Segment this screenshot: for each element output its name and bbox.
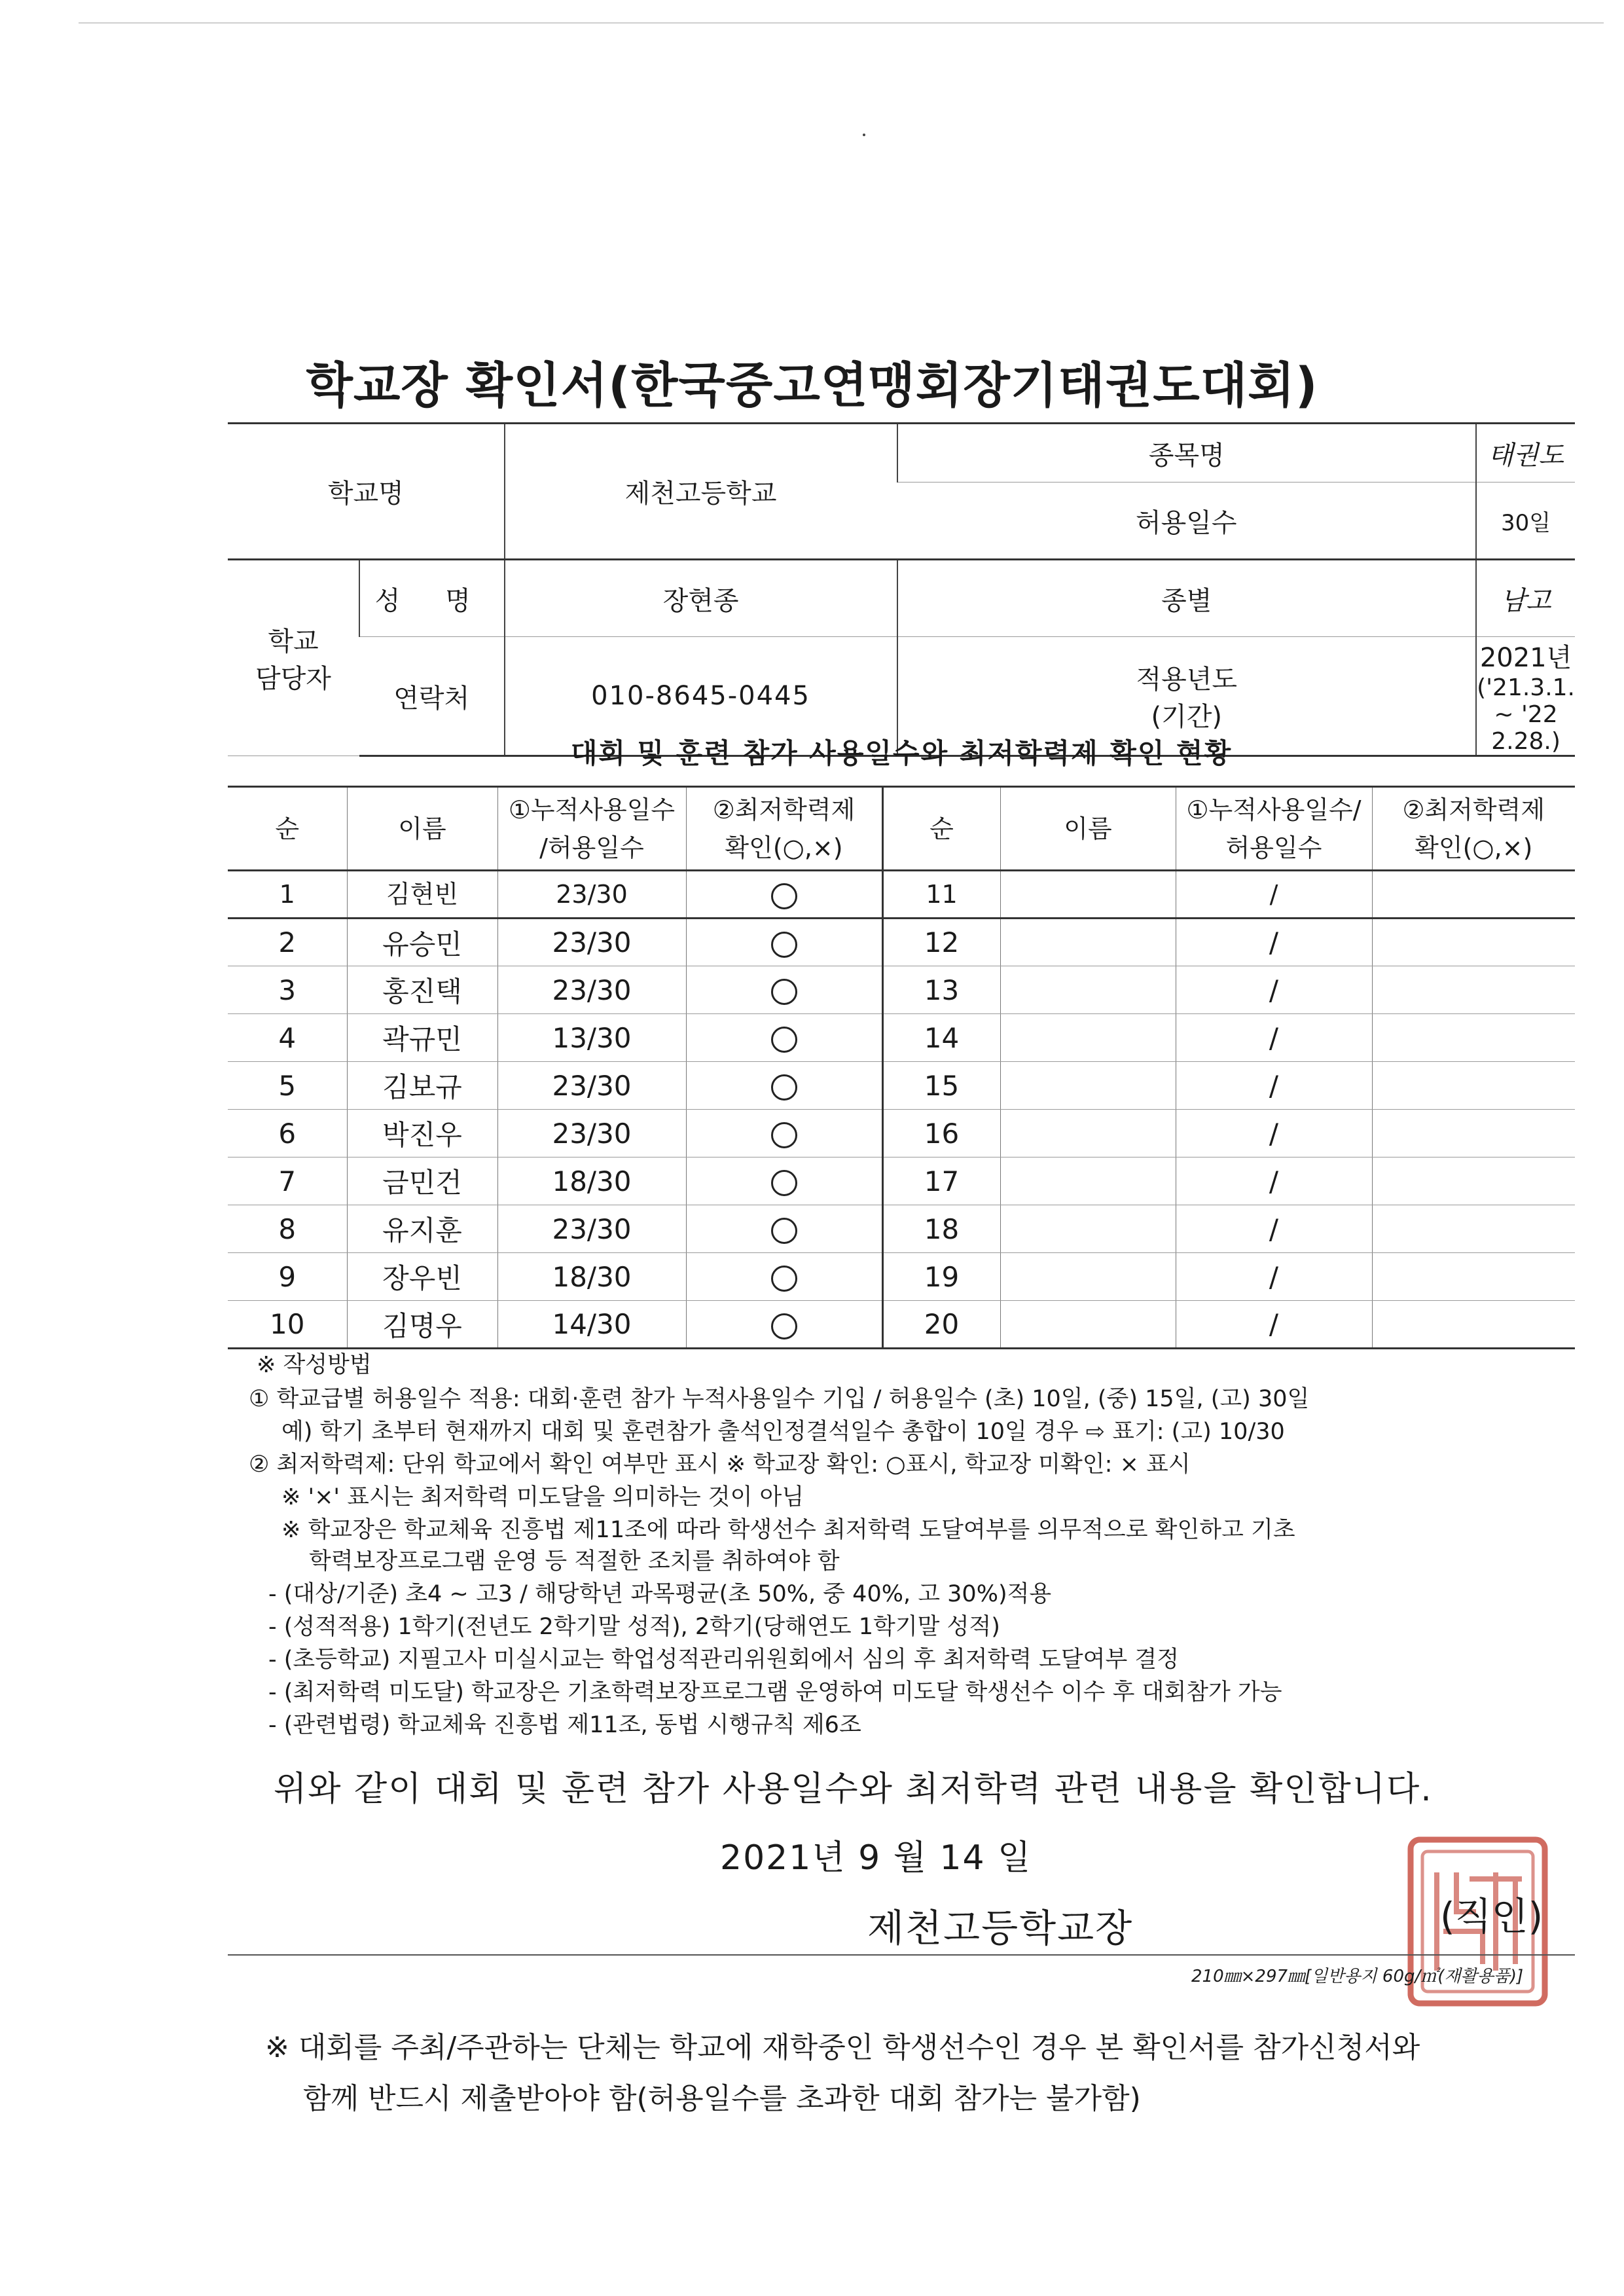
principal-signature: 제천고등학교장	[867, 1906, 1134, 1950]
top-rule	[79, 22, 1604, 24]
year-value-line1: 2021년	[1479, 643, 1572, 673]
row-no-right: 19	[882, 1253, 1000, 1301]
note-line: ※ 학교장은 학교체육 진흥법 제11조에 따라 학생선수 최저학력 도달여부를 의무적으로 확인하고 기초	[281, 1517, 1295, 1543]
table-row	[228, 919, 1575, 966]
row-days-right: /	[1176, 919, 1372, 966]
manager-label	[228, 560, 359, 756]
row-name-right	[1000, 1301, 1176, 1349]
table-title: 대회 및 훈련 참가 사용일수와 최저학력제 확인 현황	[570, 737, 1233, 769]
allowed-days-label: 허용일수	[897, 483, 1477, 560]
confirmation-statement: 위와 같이 대회 및 훈련 참가 사용일수와 최저학력 관련 내용을 확인합니다.	[274, 1770, 1433, 1809]
category-label: 종별	[897, 560, 1477, 637]
note-line: - (관련법령) 학교체육 진흥법 제11조, 동법 시행규칙 제6조	[268, 1712, 861, 1738]
row-academic-mark	[686, 1253, 882, 1301]
row-name: 유지훈	[347, 1205, 497, 1253]
manager-label-line2: 담당자	[255, 664, 331, 694]
seal-label: (직인)	[1440, 1894, 1543, 1939]
col-academic-header-line2: 확인(○,×)	[725, 833, 843, 862]
row-no: 4	[228, 1014, 347, 1062]
school-value: 제천고등학교	[505, 424, 897, 560]
row-days: 23/30	[497, 966, 686, 1014]
col-academic-header	[686, 787, 882, 871]
row-academic-mark-right	[1372, 919, 1575, 966]
table-body	[228, 871, 1575, 1349]
note-line: ② 최저학력제: 단위 학교에서 확인 여부만 표시 ※ 학교장 확인: ○표시, 학교장 미확인: × 표시	[249, 1451, 1191, 1478]
row-name-right	[1000, 1205, 1176, 1253]
col-days-header-right-line1: ①누적사용일수/	[1186, 795, 1362, 824]
row-days: 23/30	[497, 1110, 686, 1157]
scan-dot	[863, 134, 865, 136]
row-academic-mark-right	[1372, 1157, 1575, 1205]
note-line: ① 학교급별 허용일수 적용: 대회·훈련 참가 누적사용일수 기입 / 허용일수 (초) 10일, (중) 15일, (고) 30일	[249, 1386, 1310, 1412]
table-row	[228, 1062, 1575, 1110]
row-days: 18/30	[497, 1157, 686, 1205]
circle-mark-icon	[771, 1027, 797, 1053]
table-row	[228, 1205, 1575, 1253]
row-name-right	[1000, 1253, 1176, 1301]
note-line: 예) 학기 초부터 현재까지 대회 및 훈련참가 출석인정결석일수 총합이 10일 경우 ⇨ 표기: (고) 10/30	[281, 1419, 1285, 1445]
table-header-row	[228, 787, 1575, 871]
circle-mark-icon	[771, 1313, 797, 1339]
table-row	[228, 1110, 1575, 1157]
row-name-right	[1000, 1014, 1176, 1062]
row-no-right: 12	[882, 919, 1000, 966]
row-name: 김보규	[347, 1062, 497, 1110]
row-no-right: 20	[882, 1301, 1000, 1349]
participation-table	[228, 786, 1575, 1349]
row-academic-mark	[686, 1110, 882, 1157]
row-name: 장우빈	[347, 1253, 497, 1301]
submission-note-line: 함께 반드시 제출받아야 함(허용일수를 초과한 대회 참가는 불가함)	[303, 2082, 1141, 2115]
table-row	[228, 1014, 1575, 1062]
note-line: - (성적적용) 1학기(전년도 2학기말 성적), 2학기(당해연도 1학기말 성적)	[268, 1614, 1000, 1640]
note-line: ※ 작성방법	[257, 1352, 372, 1378]
row-no: 6	[228, 1110, 347, 1157]
note-line: 학력보장프로그램 운영 등 적절한 조치를 취하여야 함	[309, 1548, 840, 1575]
col-academic-header-right-line1: ②최저학력제	[1402, 795, 1545, 824]
col-name-header-right: 이름	[1000, 787, 1176, 871]
year-label-line2: (기간)	[1151, 702, 1223, 732]
row-days-right: /	[1176, 871, 1372, 919]
note-line: - (대상/기준) 초4 ~ 고3 / 해당학년 과목평균(초 50%, 중 40%, 고 30%)적용	[268, 1581, 1052, 1607]
row-name: 홍진택	[347, 966, 497, 1014]
row-academic-mark-right	[1372, 1301, 1575, 1349]
note-line: - (초등학교) 지필고사 미실시교는 학업성적관리위원회에서 심의 후 최저학력 도달여부 결정	[268, 1647, 1180, 1673]
note-line: - (최저학력 미도달) 학교장은 기초학력보장프로그램 운영하여 미도달 학생선수 이수 후 대회참가 가능	[268, 1679, 1282, 1705]
row-no: 9	[228, 1253, 347, 1301]
row-no-right: 15	[882, 1062, 1000, 1110]
col-academic-header-right	[1372, 787, 1575, 871]
row-academic-mark	[686, 919, 882, 966]
row-no: 1	[228, 871, 347, 919]
allowed-days-value: 30일	[1476, 483, 1575, 560]
row-no: 8	[228, 1205, 347, 1253]
row-no: 7	[228, 1157, 347, 1205]
manager-label-line1: 학교	[268, 627, 319, 657]
col-no-header-right: 순	[882, 787, 1000, 871]
year-label-line1: 적용년도	[1136, 665, 1238, 695]
circle-mark-icon	[771, 932, 797, 958]
row-days-right: /	[1176, 966, 1372, 1014]
contact-value: 010-8645-0445	[505, 637, 897, 756]
row-name-right	[1000, 1110, 1176, 1157]
row-academic-mark-right	[1372, 966, 1575, 1014]
row-academic-mark-right	[1372, 871, 1575, 919]
row-days: 23/30	[497, 1205, 686, 1253]
row-days-right: /	[1176, 1110, 1372, 1157]
contact-label: 연락처	[359, 637, 505, 756]
circle-mark-icon	[771, 1266, 797, 1292]
issue-date: 2021년 9 월 14 일	[720, 1838, 1032, 1878]
row-academic-mark-right	[1372, 1253, 1575, 1301]
document-title: 학교장 확인서(한국중고연맹회장기태권도대회)	[306, 357, 1318, 414]
circle-mark-icon	[771, 979, 797, 1005]
row-name: 김현빈	[347, 871, 497, 919]
row-name-right	[1000, 1062, 1176, 1110]
col-days-header-line2: /허용일수	[539, 833, 644, 862]
row-days: 23/30	[497, 919, 686, 966]
bottom-rule	[228, 1954, 1575, 1956]
row-no-right: 14	[882, 1014, 1000, 1062]
note-line: ※ '×' 표시는 최저학력 미도달을 의미하는 것이 아님	[281, 1484, 804, 1510]
table-row	[228, 1157, 1575, 1205]
row-no-right: 11	[882, 871, 1000, 919]
name-label: 성 명	[359, 560, 505, 637]
col-days-header-right	[1176, 787, 1372, 871]
row-no-right: 18	[882, 1205, 1000, 1253]
col-academic-header-line1: ②최저학력제	[712, 795, 856, 824]
circle-mark-icon	[771, 1074, 797, 1101]
row-no-right: 17	[882, 1157, 1000, 1205]
row-name-right	[1000, 871, 1176, 919]
sport-value: 태권도	[1476, 424, 1575, 483]
year-value-line2: ('21.3.1. ~ '22 2.28.)	[1477, 674, 1575, 755]
table-row	[228, 1253, 1575, 1301]
sport-label: 종목명	[897, 424, 1477, 483]
row-academic-mark-right	[1372, 1205, 1575, 1253]
col-no-header: 순	[228, 787, 347, 871]
row-no-right: 13	[882, 966, 1000, 1014]
row-days-right: /	[1176, 1253, 1372, 1301]
row-name-right	[1000, 966, 1176, 1014]
row-academic-mark-right	[1372, 1110, 1575, 1157]
row-no: 2	[228, 919, 347, 966]
row-days: 14/30	[497, 1301, 686, 1349]
row-name: 김명우	[347, 1301, 497, 1349]
row-name: 유승민	[347, 919, 497, 966]
category-value: 남고	[1476, 560, 1575, 637]
table-row	[228, 1301, 1575, 1349]
row-days-right: /	[1176, 1014, 1372, 1062]
circle-mark-icon	[771, 1218, 797, 1244]
row-name: 박진우	[347, 1110, 497, 1157]
info-table	[228, 422, 1575, 757]
paper-spec: 210㎜×297㎜[일반용지 60g/㎡(재활용품)]	[1191, 1967, 1524, 1986]
col-days-header	[497, 787, 686, 871]
row-days-right: /	[1176, 1301, 1372, 1349]
row-academic-mark-right	[1372, 1062, 1575, 1110]
circle-mark-icon	[771, 1170, 797, 1196]
row-academic-mark	[686, 1014, 882, 1062]
row-no: 5	[228, 1062, 347, 1110]
row-days-right: /	[1176, 1062, 1372, 1110]
row-days: 23/30	[497, 871, 686, 919]
submission-note-line: ※ 대회를 주최/주관하는 단체는 학교에 재학중인 학생선수인 경우 본 확인서를 참가신청서와	[265, 2031, 1420, 2064]
row-days-right: /	[1176, 1205, 1372, 1253]
row-academic-mark	[686, 966, 882, 1014]
row-name: 금민건	[347, 1157, 497, 1205]
row-name: 곽규민	[347, 1014, 497, 1062]
row-academic-mark	[686, 1301, 882, 1349]
row-no: 10	[228, 1301, 347, 1349]
row-academic-mark-right	[1372, 1014, 1575, 1062]
row-academic-mark	[686, 871, 882, 919]
row-name-right	[1000, 1157, 1176, 1205]
row-academic-mark	[686, 1157, 882, 1205]
col-academic-header-right-line2: 확인(○,×)	[1415, 833, 1533, 862]
name-value: 장현종	[505, 560, 897, 637]
row-days-right: /	[1176, 1157, 1372, 1205]
row-no-right: 16	[882, 1110, 1000, 1157]
row-name-right	[1000, 919, 1176, 966]
table-row	[228, 871, 1575, 919]
row-academic-mark	[686, 1205, 882, 1253]
table-row	[228, 966, 1575, 1014]
col-name-header: 이름	[347, 787, 497, 871]
row-days: 13/30	[497, 1014, 686, 1062]
row-days: 18/30	[497, 1253, 686, 1301]
circle-mark-icon	[771, 883, 797, 909]
col-days-header-line1: ①누적사용일수	[508, 795, 676, 824]
circle-mark-icon	[771, 1122, 797, 1148]
school-label: 학교명	[228, 424, 505, 560]
row-no: 3	[228, 966, 347, 1014]
row-days: 23/30	[497, 1062, 686, 1110]
col-days-header-right-line2: 허용일수	[1225, 833, 1322, 862]
row-academic-mark	[686, 1062, 882, 1110]
